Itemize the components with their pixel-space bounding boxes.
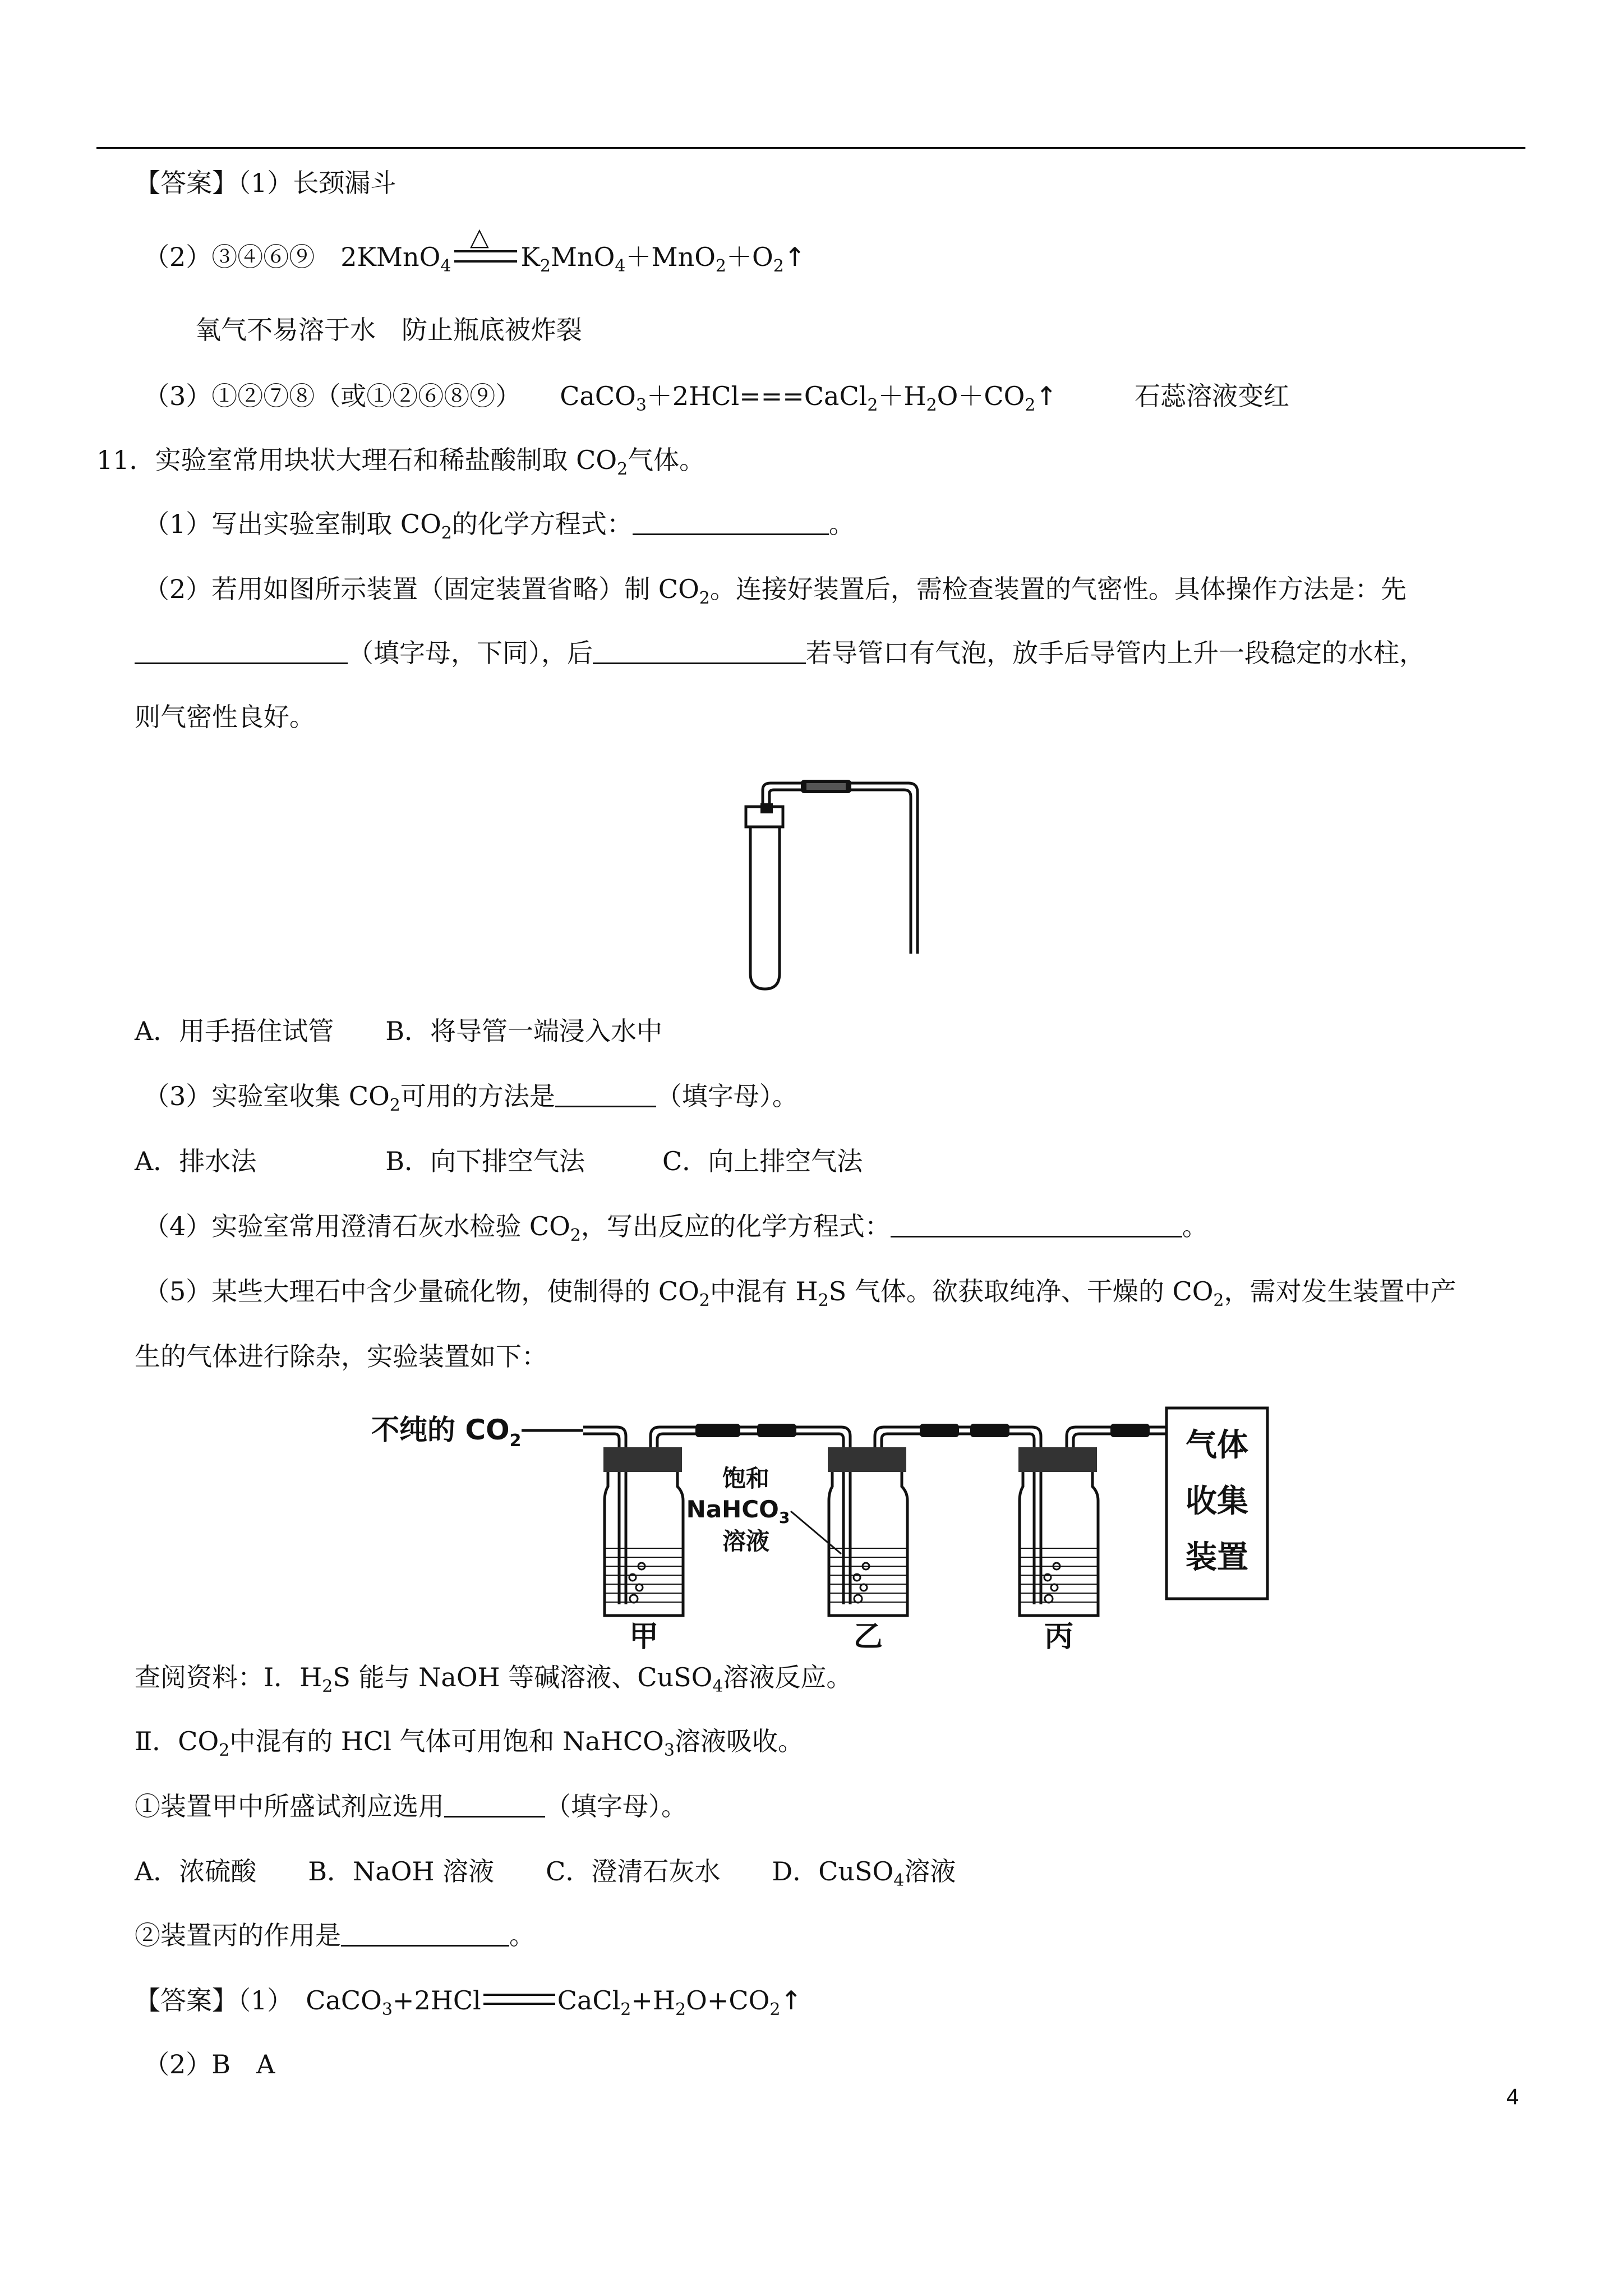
tube-joint bbox=[760, 803, 773, 813]
gas-arrow-icon: ↑ bbox=[780, 1985, 802, 2016]
test-tube-figure bbox=[740, 769, 931, 993]
bottle-jia-label: 甲 bbox=[629, 1620, 659, 1649]
answer-blank[interactable] bbox=[891, 1210, 1182, 1237]
collector-label-3: 装置 bbox=[1186, 1539, 1248, 1576]
answer-prev-1: 【答案】（1）长颈漏斗 bbox=[135, 168, 396, 198]
question-11-part-5: （5）某些大理石中含少量硫化物，使制得的 $CO_2$中混有 $H_2S$ 气体。欲获取纯净、干燥的 $CO_2$，需对发生装置中产 bbox=[144, 1276, 1456, 1310]
stopper-bing bbox=[1018, 1447, 1097, 1472]
answer-q11-2: （2）B A bbox=[144, 2049, 275, 2079]
question-11-part-3: （3）实验室收集 $CO_2$可用的方法是 （填字母）。 bbox=[144, 1081, 798, 1115]
gas-arrow-icon: ↑ bbox=[1035, 381, 1057, 411]
tube-b-c bbox=[875, 1427, 1041, 1531]
question-11-part-2b: （填字母，下同），后 若导管口有气泡，放手后导管内上升一段稳定的水柱， bbox=[135, 636, 1425, 670]
page-number: 4 bbox=[1506, 2085, 1519, 2109]
answer-q11-1: 【答案】（1） CaCO$_3$+2HCl $CaCl_2+H_2O+CO_2↑$ bbox=[135, 1985, 802, 2019]
heat-delta-icon: △ bbox=[470, 223, 489, 251]
reaction-equals-sign bbox=[483, 1994, 555, 2005]
answer-blank[interactable] bbox=[593, 637, 806, 664]
question-11-part-2c: 则气密性良好。 bbox=[135, 702, 315, 732]
bottle-bing-label: 丙 bbox=[1044, 1620, 1074, 1649]
answer-blank[interactable] bbox=[444, 1790, 545, 1818]
purification-apparatus-figure bbox=[359, 1402, 1301, 1649]
stopper-jia bbox=[603, 1447, 682, 1472]
delivery-tube-inner bbox=[769, 790, 911, 954]
stopper-yi bbox=[828, 1447, 906, 1472]
question-11-part-4: （4）实验室常用澄清石灰水检验 $CO_2$，写出反应的化学方程式： 。 bbox=[144, 1211, 1208, 1245]
test-tube-body bbox=[750, 825, 780, 989]
impure-co2-label: 不纯的 $CO_2$ bbox=[371, 1414, 522, 1451]
sub-question-1: ①装置甲中所盛试剂应选用 （填字母）。 bbox=[135, 1791, 687, 1821]
answer-blank[interactable] bbox=[633, 508, 829, 535]
collector-label-2: 收集 bbox=[1186, 1483, 1248, 1520]
answer-blank[interactable] bbox=[555, 1080, 656, 1107]
question-11-part-5b: 生的气体进行除杂，实验装置如下： bbox=[135, 1341, 547, 1372]
sub-question-2: ②装置丙的作用是 。 bbox=[135, 1920, 535, 1950]
question-11-part-2: （2）若用如图所示装置（固定装置省略）制 $CO_2$。连接好装置后，需检查装置的气密性。具体操作方法是：先 bbox=[144, 574, 1407, 608]
sub-question-1-options: A．浓硫酸 B．NaOH 溶液 C．澄清石灰水 D．CuSO$_4$溶液 bbox=[135, 1856, 956, 1890]
reference-info-1: 查阅资料：I．$H_2S$ 能与 NaOH 等碱溶液、CuSO$_4$溶液反应。 bbox=[135, 1662, 852, 1696]
answer-prev-2: （2）③④⑥⑨ 2KMnO$_4$ $K_2MnO_4+MnO_2+O_2↑$ bbox=[144, 242, 806, 276]
answer-blank[interactable] bbox=[341, 1919, 509, 1947]
question-11-part-1: （1）写出实验室制取 $CO_2$的化学方程式： 。 bbox=[144, 509, 855, 543]
question-11-part-2-options: A．用手捂住试管 B．将导管一端浸入水中 bbox=[135, 1016, 663, 1046]
bottle-yi-label: 乙 bbox=[853, 1620, 883, 1649]
answer-label: 【答案】 bbox=[135, 168, 238, 198]
answer-label: 【答案】 bbox=[135, 1985, 238, 2016]
question-11-part-3-options: A．排水法 B．向下排空气法 C．向上排空气法 bbox=[135, 1146, 863, 1176]
solution-label: 溶液 bbox=[722, 1527, 770, 1555]
answer-blank[interactable] bbox=[135, 637, 348, 664]
header-rule bbox=[96, 147, 1525, 149]
collector-label-1: 气体 bbox=[1186, 1427, 1248, 1464]
saturated-label: 饱和 bbox=[722, 1465, 770, 1492]
answer-prev-3: （3）①②⑦⑧（或①②⑥⑧⑨） $CaCO_3+2HCl===CaCl_2+H_2O+CO_2↑$ 石蕊溶液变红 bbox=[144, 381, 1289, 415]
delivery-tube-outer bbox=[763, 783, 917, 954]
nahco3-label: NaHCO$_3$ bbox=[686, 1496, 790, 1527]
reference-info-2: Ⅱ．$CO_2$中混有的 HCl 气体可用饱和 NaHCO$_3$溶液吸收。 bbox=[135, 1726, 804, 1760]
answer-prev-2b: 氧气不易溶于水 防止瓶底被炸裂 bbox=[195, 315, 582, 345]
gas-arrow-icon: ↑ bbox=[783, 242, 806, 272]
question-11-stem: 11．实验室常用块状大理石和稀盐酸制取 $CO_2$气体。 bbox=[96, 445, 706, 479]
